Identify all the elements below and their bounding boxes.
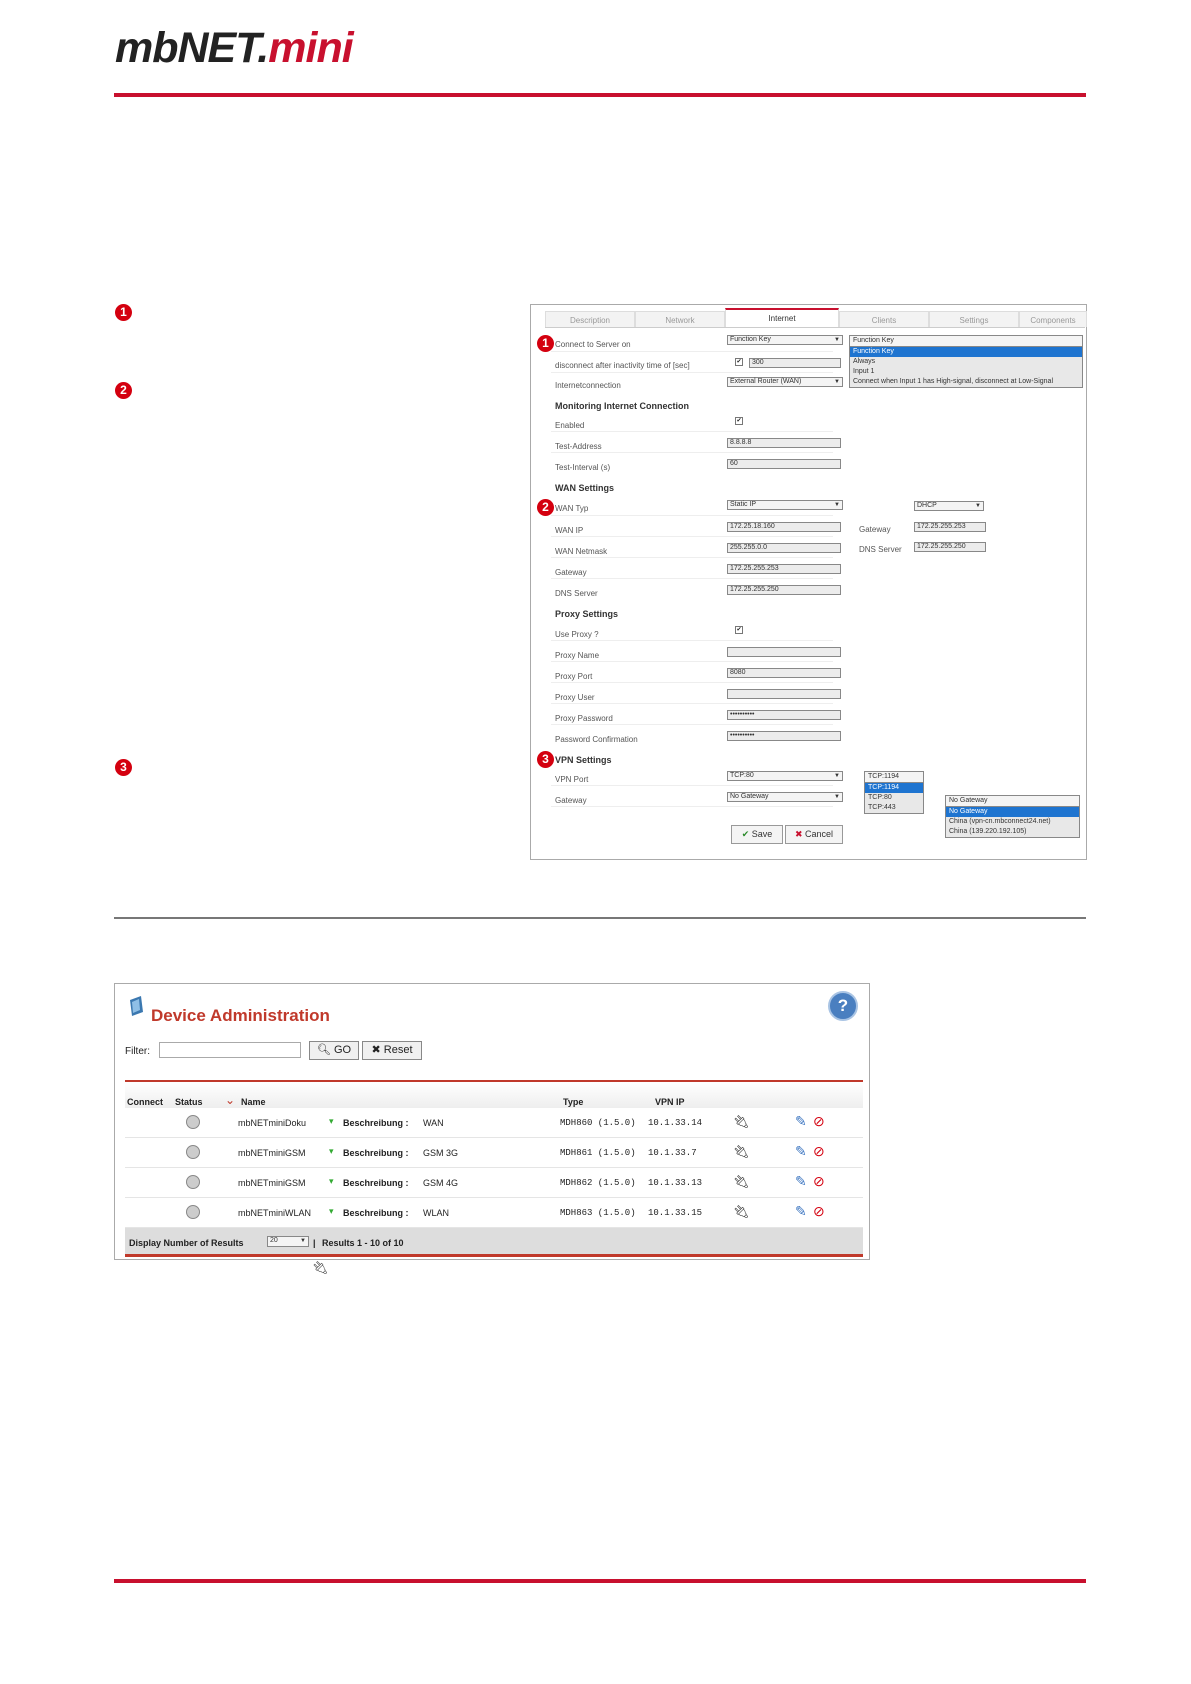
row-divider bbox=[551, 806, 833, 807]
description-label: Beschreibung : bbox=[343, 1148, 409, 1158]
dns-server-label: DNS Server bbox=[555, 589, 598, 598]
vpn-ip: 10.1.33.13 bbox=[648, 1178, 703, 1188]
bullet-2: 2 bbox=[115, 382, 132, 399]
wan-section-title: WAN Settings bbox=[555, 483, 615, 493]
table-row bbox=[125, 1168, 863, 1198]
device-name[interactable]: mbNETminiGSM bbox=[238, 1178, 306, 1188]
expand-icon[interactable]: ▾ bbox=[329, 1116, 334, 1126]
search-icon: 🔍︎ bbox=[316, 1044, 331, 1056]
tab-internet[interactable]: Internet bbox=[725, 308, 839, 328]
edit-icon[interactable]: ✎ bbox=[795, 1203, 807, 1219]
proxy-name-input[interactable] bbox=[727, 647, 841, 657]
marker-3: 3 bbox=[537, 751, 554, 768]
connect-to-server-label: Connect to Server on bbox=[555, 340, 631, 349]
row-divider bbox=[551, 640, 833, 641]
table-bottom-bar bbox=[125, 1254, 863, 1257]
vpn-gateway-option[interactable]: China (139.220.192.105) bbox=[949, 828, 1027, 835]
use-proxy-checkbox[interactable]: ✔ bbox=[736, 627, 742, 633]
disconnect-input[interactable]: 300 bbox=[749, 358, 841, 368]
bullet-1: 1 bbox=[115, 304, 132, 321]
wan-typ-select[interactable]: Static IP ▼ bbox=[727, 500, 843, 510]
wan-netmask-input[interactable]: 255.255.0.0 bbox=[727, 543, 841, 553]
row-divider bbox=[551, 785, 833, 786]
password-confirm-input[interactable]: •••••••••• bbox=[727, 731, 841, 741]
proxy-name-label: Proxy Name bbox=[555, 651, 600, 660]
connect-plug-icon[interactable]: 🔌︎ bbox=[733, 1114, 750, 1129]
column-type[interactable]: Type bbox=[563, 1097, 584, 1107]
use-proxy-label: Use Proxy ? bbox=[555, 630, 599, 639]
connect-option[interactable]: Function Key bbox=[850, 336, 1082, 347]
connect-options-dropdown bbox=[849, 335, 1083, 388]
column-vpn-ip[interactable]: VPN IP bbox=[655, 1097, 685, 1107]
vpn-gateway-option[interactable]: No Gateway bbox=[946, 807, 1079, 817]
vpn-gateway-dropdown bbox=[945, 795, 1080, 838]
proxy-user-label: Proxy User bbox=[555, 693, 595, 702]
save-button[interactable] bbox=[731, 825, 783, 844]
results-divider: | bbox=[313, 1238, 316, 1248]
marker-1: 1 bbox=[537, 335, 554, 352]
dhcp-gateway-label: Gateway bbox=[859, 525, 891, 534]
enabled-checkbox[interactable]: ✔ bbox=[736, 418, 742, 424]
row-divider bbox=[551, 703, 833, 704]
row-divider bbox=[551, 578, 833, 579]
dns-server-input[interactable]: 172.25.255.250 bbox=[727, 585, 841, 595]
test-address-input[interactable]: 8.8.8.8 bbox=[727, 438, 841, 448]
vpn-port-option[interactable]: TCP:1194 bbox=[865, 772, 923, 783]
logo-main: mbNET. bbox=[115, 24, 269, 72]
device-type: MDH863 (1.5.0) bbox=[560, 1208, 636, 1218]
row-divider bbox=[551, 431, 833, 432]
logo-accent: mini bbox=[268, 24, 353, 72]
device-name[interactable]: mbNETminiDoku bbox=[238, 1118, 307, 1128]
proxy-section-title: Proxy Settings bbox=[555, 609, 619, 619]
device-type: MDH860 (1.5.0) bbox=[560, 1118, 636, 1128]
vpn-port-option[interactable]: TCP:443 bbox=[868, 804, 896, 811]
description-label: Beschreibung : bbox=[343, 1178, 409, 1188]
wan-typ-label: WAN Typ bbox=[555, 504, 589, 513]
go-button[interactable] bbox=[309, 1041, 359, 1060]
help-icon[interactable]: ? bbox=[828, 991, 858, 1021]
delete-icon[interactable]: ⊘ bbox=[813, 1113, 825, 1129]
device-type: MDH862 (1.5.0) bbox=[560, 1178, 636, 1188]
row-divider bbox=[551, 661, 833, 662]
close-icon: ✖ bbox=[371, 1044, 381, 1056]
expand-icon[interactable]: ▾ bbox=[329, 1146, 334, 1156]
header-divider bbox=[114, 93, 1086, 97]
tab-network[interactable]: Network bbox=[635, 311, 725, 327]
connect-option[interactable]: Connect when Input 1 has High-signal, disconnect at Low-Signal bbox=[853, 378, 1054, 385]
edit-icon[interactable]: ✎ bbox=[795, 1143, 807, 1159]
internetconnection-select[interactable]: External Router (WAN) ▼ bbox=[727, 377, 843, 387]
device-type: MDH861 (1.5.0) bbox=[560, 1148, 636, 1158]
vpn-port-label: VPN Port bbox=[555, 775, 589, 784]
section-divider bbox=[114, 917, 1086, 919]
row-divider bbox=[551, 515, 833, 516]
row-divider bbox=[551, 372, 833, 373]
device-admin-icon bbox=[127, 994, 145, 1018]
edit-icon[interactable]: ✎ bbox=[795, 1173, 807, 1189]
status-indicator bbox=[186, 1145, 200, 1159]
wan-ip-label: WAN IP bbox=[555, 526, 584, 535]
description-label: Beschreibung : bbox=[343, 1118, 409, 1128]
close-icon: ✖ bbox=[794, 829, 803, 839]
vpn-port-option[interactable]: TCP:1194 bbox=[865, 783, 923, 793]
vpn-port-dropdown bbox=[864, 771, 924, 814]
vpn-port-option[interactable]: TCP:80 bbox=[868, 794, 892, 801]
test-interval-input[interactable]: 60 bbox=[727, 459, 841, 469]
connect-option[interactable]: Always bbox=[853, 358, 876, 365]
gateway-input[interactable]: 172.25.255.253 bbox=[727, 564, 841, 574]
status-indicator bbox=[186, 1175, 200, 1189]
row-divider bbox=[551, 557, 833, 558]
description-value: WAN bbox=[423, 1118, 444, 1128]
gateway-label: Gateway bbox=[555, 568, 587, 577]
bullet-3: 3 bbox=[115, 759, 132, 776]
go-label: GO bbox=[333, 1044, 352, 1056]
row-divider bbox=[551, 536, 833, 537]
monitoring-section-title: Monitoring Internet Connection bbox=[555, 401, 689, 411]
edit-icon[interactable]: ✎ bbox=[795, 1113, 807, 1129]
connect-option[interactable]: Function Key bbox=[850, 347, 1082, 357]
reset-label: Reset bbox=[383, 1044, 413, 1056]
vpn-gateway-select[interactable]: No Gateway ▼ bbox=[727, 792, 843, 802]
disconnect-label: disconnect after inactivity time of [sec] bbox=[555, 361, 690, 370]
vpn-section-title: VPN Settings bbox=[555, 755, 612, 765]
table-row bbox=[125, 1198, 863, 1228]
mbnet-mini-logo bbox=[115, 24, 353, 73]
tab-settings[interactable]: Settings bbox=[929, 311, 1019, 327]
save-label: Save bbox=[751, 829, 773, 839]
cancel-label: Cancel bbox=[805, 829, 834, 839]
device-name[interactable]: mbNETminiWLAN bbox=[238, 1208, 312, 1218]
sort-chevron-icon[interactable]: ⌄ bbox=[225, 1093, 236, 1107]
connect-plug-icon: 🔌︎ bbox=[312, 1260, 329, 1275]
vpn-gateway-option[interactable]: No Gateway bbox=[946, 796, 1079, 807]
check-icon: ✔ bbox=[741, 829, 750, 839]
tab-clients[interactable]: Clients bbox=[839, 311, 929, 327]
internet-settings-screenshot bbox=[530, 304, 1087, 860]
wan-typ-dhcp-select[interactable]: DHCP ▼ bbox=[914, 501, 984, 511]
display-number-label: Display Number of Results bbox=[129, 1238, 244, 1248]
results-count: Results 1 - 10 of 10 bbox=[322, 1238, 404, 1248]
row-divider bbox=[551, 682, 833, 683]
dhcp-dns-label: DNS Server bbox=[859, 545, 902, 554]
row-divider bbox=[551, 351, 833, 352]
enabled-label: Enabled bbox=[555, 421, 585, 430]
table-row bbox=[125, 1138, 863, 1168]
description-label: Beschreibung : bbox=[343, 1208, 409, 1218]
column-name[interactable]: Name bbox=[241, 1097, 266, 1107]
tab-description[interactable]: Description bbox=[545, 311, 635, 327]
vpn-ip: 10.1.33.14 bbox=[648, 1118, 703, 1128]
dhcp-dns-input[interactable]: 172.25.255.250 bbox=[914, 542, 986, 552]
delete-icon[interactable]: ⊘ bbox=[813, 1143, 825, 1159]
table-row bbox=[125, 1108, 863, 1138]
delete-icon[interactable]: ⊘ bbox=[813, 1203, 825, 1219]
disconnect-checkbox[interactable]: ✔ bbox=[736, 359, 742, 365]
connect-to-server-select[interactable]: Function Key ▼ bbox=[727, 335, 843, 345]
filter-label: Filter: bbox=[125, 1046, 150, 1057]
description-value: WLAN bbox=[423, 1208, 450, 1218]
tab-components[interactable]: Components bbox=[1019, 311, 1087, 327]
dhcp-gateway-input[interactable]: 172.25.255.253 bbox=[914, 522, 986, 532]
page-title: Device Administration bbox=[151, 1006, 330, 1025]
vpn-gateway-option[interactable]: China (vpn-cn.mbconnect24.net) bbox=[949, 818, 1051, 825]
vpn-ip: 10.1.33.7 bbox=[648, 1148, 697, 1158]
tab-bar-line bbox=[545, 327, 1085, 328]
status-indicator bbox=[186, 1115, 200, 1129]
table-header bbox=[125, 1082, 863, 1108]
password-confirm-label: Password Confirmation bbox=[555, 735, 638, 744]
proxy-port-label: Proxy Port bbox=[555, 672, 593, 681]
test-address-label: Test-Address bbox=[555, 442, 602, 451]
test-interval-label: Test-Interval (s) bbox=[555, 463, 611, 472]
proxy-password-input[interactable]: •••••••••• bbox=[727, 710, 841, 720]
results-per-page-select[interactable]: 20 ▼ bbox=[267, 1236, 309, 1247]
column-status[interactable]: Status bbox=[175, 1097, 203, 1107]
device-name[interactable]: mbNETminiGSM bbox=[238, 1148, 306, 1158]
wan-netmask-label: WAN Netmask bbox=[555, 547, 608, 556]
footer-divider bbox=[114, 1579, 1086, 1583]
connect-plug-icon[interactable]: 🔌︎ bbox=[733, 1204, 750, 1219]
filter-input[interactable] bbox=[159, 1042, 301, 1058]
status-indicator bbox=[186, 1205, 200, 1219]
vpn-ip: 10.1.33.15 bbox=[648, 1208, 703, 1218]
proxy-port-input[interactable]: 8080 bbox=[727, 668, 841, 678]
reset-button[interactable] bbox=[362, 1041, 422, 1060]
vpn-port-select[interactable]: TCP:80 ▼ bbox=[727, 771, 843, 781]
internetconnection-label: Internetconnection bbox=[555, 381, 621, 390]
connect-plug-icon[interactable]: 🔌︎ bbox=[733, 1144, 750, 1159]
expand-icon[interactable]: ▾ bbox=[329, 1206, 334, 1216]
vpn-gateway-label: Gateway bbox=[555, 796, 587, 805]
delete-icon[interactable]: ⊘ bbox=[813, 1173, 825, 1189]
description-value: GSM 4G bbox=[423, 1178, 459, 1188]
marker-2: 2 bbox=[537, 499, 554, 516]
device-administration-screenshot bbox=[114, 983, 870, 1260]
column-connect[interactable]: Connect bbox=[127, 1097, 163, 1107]
connect-plug-icon[interactable]: 🔌︎ bbox=[733, 1174, 750, 1189]
expand-icon[interactable]: ▾ bbox=[329, 1176, 334, 1186]
description-value: GSM 3G bbox=[423, 1148, 459, 1158]
connect-option[interactable]: Input 1 bbox=[853, 368, 875, 375]
proxy-password-label: Proxy Password bbox=[555, 714, 613, 723]
row-divider bbox=[551, 452, 833, 453]
proxy-user-input[interactable] bbox=[727, 689, 841, 699]
cancel-button[interactable] bbox=[785, 825, 843, 844]
wan-ip-input[interactable]: 172.25.18.160 bbox=[727, 522, 841, 532]
row-divider bbox=[551, 724, 833, 725]
